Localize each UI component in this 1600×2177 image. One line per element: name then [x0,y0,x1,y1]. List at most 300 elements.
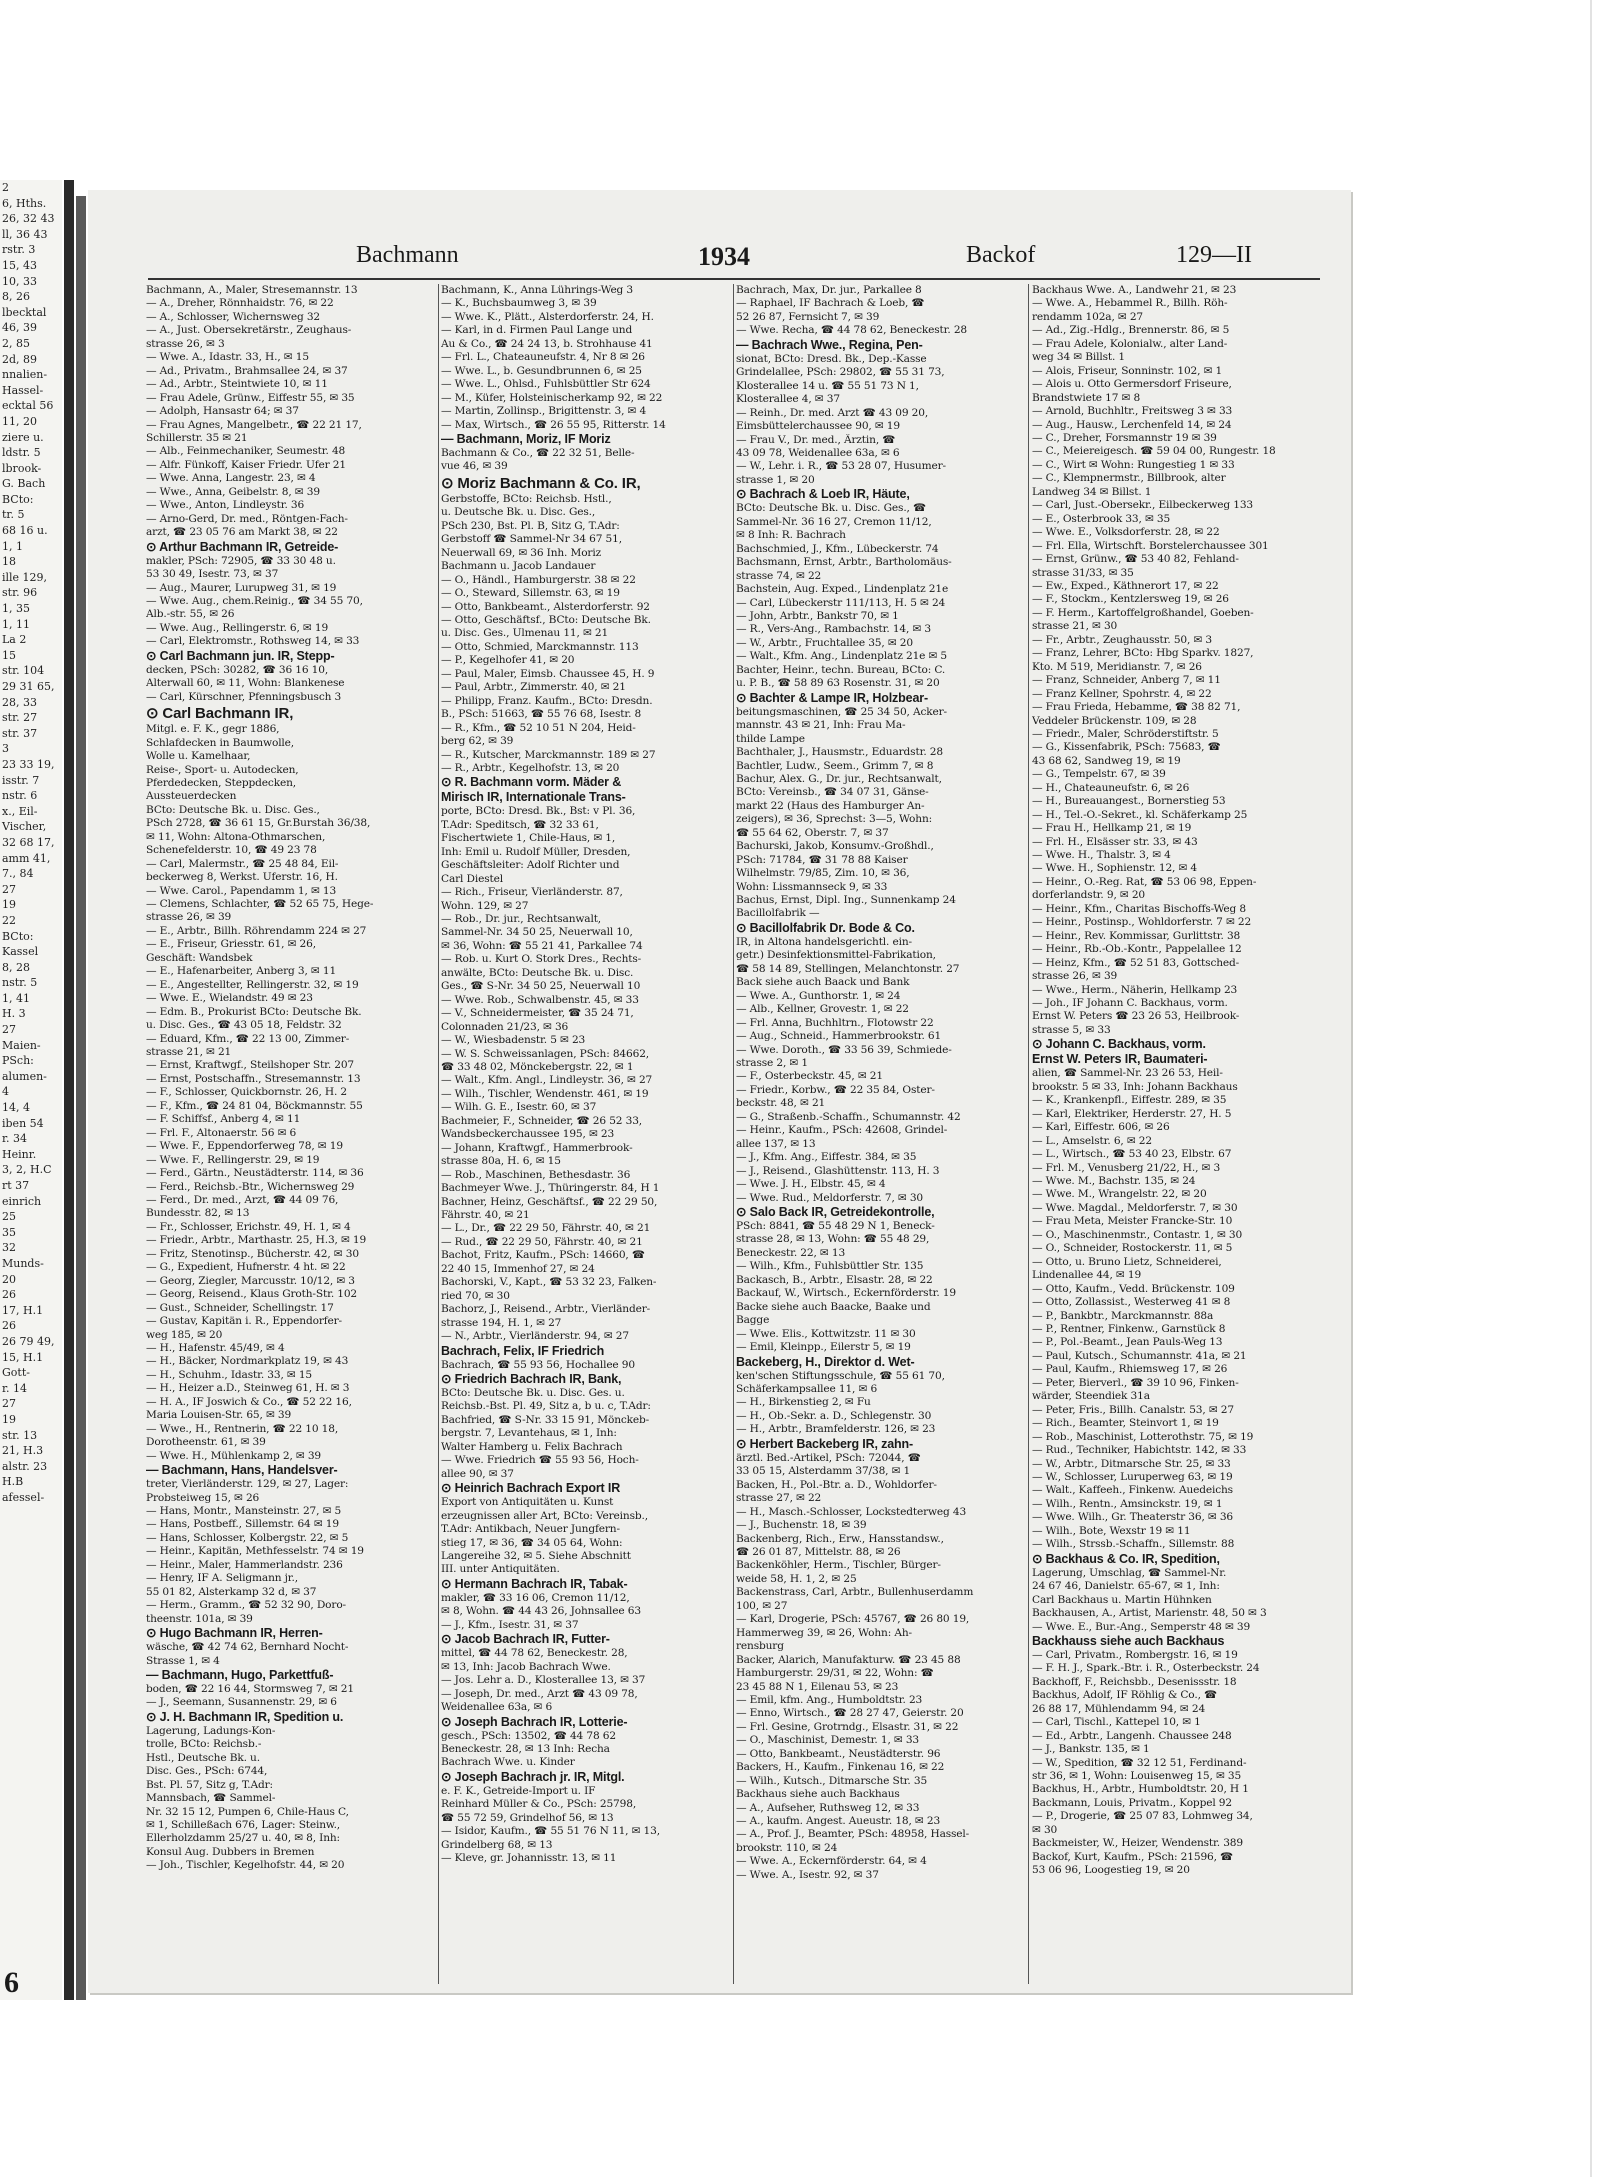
directory-entry: ✉ 30 [1032,1823,1058,1836]
directory-entry: — Fr., Arbtr., Zeughausstr. 50, ✉ 3 [1032,633,1212,646]
directory-entry: — M., Küfer, Holsteinischerkamp 92, ✉ 22 [441,391,663,404]
directory-entry: — A., Just. Obersekretärstr., Zeughaus- [146,324,352,337]
directory-entry: — C., Dreher, Forsmannstr 19 ✉ 39 [1032,431,1217,444]
directory-entry: alien, ☎ Sammel-Nr. 23 26 53, Heil- [1032,1067,1223,1080]
directory-entry: weide 58, H. 1, 2, ✉ 25 [736,1572,857,1585]
directory-entry: T.Adr: Antikbach, Neuer Jungfern- [441,1523,620,1536]
directory-entry: Carl Backhaus u. Martin Hühnken [1032,1593,1212,1606]
left-page-fragment-line: isstr. 7 [2,773,40,787]
directory-entry: — Paul, Maler, Eimsb. Chaussee 45, H. 9 [441,667,655,680]
directory-entry: — Franz, Lehrer, BCto: Hbg Sparkv. 1827, [1032,647,1254,660]
directory-entry: Bachurski, Jakob, Konsumv.-Großhdl., [736,840,934,853]
directory-entry: — Wilh., Tischler, Wendenstr. 461, ✉ 19 [441,1087,649,1100]
directory-entry: — K., Krankenpfl., Eiffestr. 289, ✉ 35 [1032,1094,1227,1107]
left-page-fragment-line: 8, 26 [2,290,30,304]
directory-entry: ⊙ Heinrich Bachrach Export IR [441,1481,621,1496]
directory-entry: — Gust., Schneider, Schellingstr. 17 [146,1301,334,1314]
directory-entry: ⊙ Backhaus & Co. IR, Spedition, [1032,1551,1220,1566]
directory-entry: brookstr. 110, ✉ 24 [736,1841,838,1854]
column-divider [438,284,439,1984]
directory-entry: — J., Buchenstr. 18, ✉ 39 [736,1519,867,1532]
directory-entry: — Wwe., Anna, Geibelstr. 8, ✉ 39 [146,485,320,498]
directory-entry: bergstr. 7, Levantehaus, ✉ 1, Inh: [441,1427,617,1440]
directory-entry: — Ernst, Grünw., ☎ 53 40 82, Fehland- [1032,553,1239,566]
left-page-fragment-line: 10, 33 [2,274,37,288]
directory-entry: PSch: 8841, ☎ 55 48 29 N 1, Beneck- [736,1220,935,1232]
directory-entry: Export von Antiquitäten u. Kunst [441,1496,614,1509]
directory-entry: stieg 17, ✉ 36, ☎ 34 05 64, Wohn: [441,1536,623,1549]
directory-entry: strasse 28, ✉ 13, Wohn: ☎ 55 48 29, [736,1233,930,1246]
left-page-fragment-line: ldstr. 5 [2,446,41,460]
directory-entry: berg 62, ✉ 39 [441,735,514,748]
directory-entry: — J., Kfm. Ang., Eiffestr. 384, ✉ 35 [736,1151,917,1164]
directory-entry: — L., Dr., ☎ 22 29 50, Fährstr. 40, ✉ 21 [441,1222,651,1235]
directory-entry: ⊙ Jacob Bachrach IR, Futter- [441,1632,610,1647]
directory-entry: — H., Schuhm., Idastr. 33, ✉ 15 [146,1368,313,1381]
directory-entry: — G., Straßenb.-Schaffn., Schumannstr. 42 [736,1110,961,1123]
directory-entry: — Otto, Bankbeamt., Alsterdorferstr. 92 [441,600,650,613]
directory-entry: — W., Spedition, ☎ 32 12 51, Ferdinand- [1032,1756,1247,1769]
left-page-fragment-line: einrich [2,1194,42,1208]
directory-entry: — Wilh., Strssb.-Schaffn., Sillemstr. 88 [1032,1538,1235,1551]
left-page-fragment-line: afessel- [2,1490,45,1504]
left-page-fragment-line: str. 37 [2,726,38,740]
left-page-fragment-line: 3 [2,742,9,756]
directory-entry: Bachmann, K., Anna Lührings-Weg 3 [441,284,634,296]
directory-entry: — Wwe. H., Mühlenkamp 2, ✉ 39 [146,1449,322,1462]
directory-entry: Backen, H., Pol.-Btr. a. D., Wohldorfer- [736,1478,937,1491]
directory-entry: PSch 2728, ☎ 36 61 15, Gr.Burstah 36/38, [146,817,371,830]
directory-entry: wärder, Steendiek 31a [1032,1390,1150,1403]
directory-entry: — Otto, Bankbeamt., Neustädterstr. 96 [736,1747,941,1760]
directory-entry: strasse 2, ✉ 1 [736,1057,808,1070]
directory-entry: Bachrach Wwe. u. Kinder [441,1756,575,1769]
directory-entry: Konsul Aug. Dubbers in Bremen [146,1845,315,1858]
directory-entry: — Karl, Drogerie, PSch: 45767, ☎ 26 80 19, [736,1613,970,1626]
directory-entry: ⊙ Carl Bachmann IR, [146,705,294,723]
directory-entry: — Carl, Tischl., Kattepel 10, ✉ 1 [1032,1716,1201,1729]
directory-entry: — Wwe. F., Eppendorferweg 78, ✉ 19 [146,1140,343,1153]
directory-entry: — Wwe. M., Wrangelstr. 22, ✉ 20 [1032,1188,1207,1201]
page-header [88,242,1351,272]
directory-entry: — Ernst, Postschaffn., Stresemannstr. 13 [146,1072,361,1085]
directory-entry: theenstr. 101a, ✉ 39 [146,1612,253,1625]
directory-entry: ⊙ Salo Back IR, Getreidekontrolle, [736,1205,935,1219]
left-page-fragment-line: 27 [2,882,16,896]
directory-entry: — Wwe. Recha, ☎ 44 78 62, Beneckestr. 28 [736,324,968,337]
directory-entry: 23 45 88 N 1, Eilenau 53, ✉ 23 [736,1680,899,1693]
directory-entry: Backof, Kurt, Kaufm., PSch: 21596, ☎ [1032,1850,1234,1863]
directory-entry: — Clemens, Schlachter, ☎ 52 65 75, Hege- [146,898,374,911]
directory-entry: — F., Schlosser, Quickbornstr. 26, H. 2 [146,1086,348,1099]
directory-entry: 24 67 46, Danielstr. 65-67, ✉ 1, Inh: [1032,1580,1220,1593]
directory-entry: — Frau Frieda, Hebamme, ☎ 38 82 71, [1032,701,1241,714]
directory-entry: — Otto, u. Bruno Lietz, Schneiderei, [1032,1255,1222,1268]
header-rule [148,278,1320,280]
directory-entry: Bagge [736,1314,770,1327]
directory-entry: — Aug., Maurer, Lurupweg 31, ✉ 19 [146,581,337,594]
directory-entry: Wolle u. Kamelhaar, [146,750,251,763]
left-page-fragment-line: 6, Hths. [2,196,47,210]
directory-entry: — Gustav, Kapitän i. R., Eppendorfer- [146,1315,342,1328]
directory-entry: — Frau Agnes, Mangelbetr., ☎ 22 21 17, [146,418,362,431]
directory-entry: — Ad., Zig.-Hdlg., Brennerstr. 86, ✉ 5 [1032,324,1230,337]
directory-entry: strasse 80a, H. 6, ✉ 15 [441,1155,561,1168]
directory-entry: — Wwe. K., Plätt., Alsterdorferstr. 24, H. [441,310,654,323]
left-page-fragment-line: nnalien- [2,368,48,382]
directory-entry: — Wilh., Rentn., Amsinckstr. 19, ✉ 1 [1032,1497,1223,1510]
directory-entry: — Heinz, Kfm., ☎ 52 51 83, Gottsched- [1032,956,1240,969]
left-page-fragment-line: 15 [2,648,16,662]
left-page-fragment-line: 27 [2,1023,16,1037]
directory-entry: Probsteiweg 15, ✉ 26 [146,1491,260,1504]
directory-entry: u. Disc. Ges., ☎ 43 05 18, Feldstr. 32 [146,1019,342,1032]
directory-entry: — P., Bankbtr., Marckmannstr. 88a [1032,1309,1214,1322]
directory-entry: — Fr., Schlosser, Erichstr. 49, H. 1, ✉ 4 [146,1220,351,1233]
column-2 [441,284,728,1984]
left-page-fragment-line: ll, 36 43 [2,227,48,241]
directory-entry: — O., Schneider, Rostockerstr. 11, ✉ 5 [1032,1242,1233,1255]
directory-page [88,190,1351,1993]
directory-entry: — Wilh., Bote, Wexstr 19 ✉ 11 [1032,1524,1191,1537]
left-page-fragment-line: iben 54 [2,1116,44,1130]
directory-entry: Grindelberg 68, ✉ 13 [441,1838,553,1851]
directory-entry: Brandstwiete 17 ✉ 8 [1032,391,1141,404]
left-page-fragment-line: 28, 33 [2,695,37,709]
directory-entry: Au & Co., ☎ 24 24 13, b. Strohhause 41 [441,337,653,350]
directory-entry: Lagerung, Umschlag, ☎ Sammel-Nr. [1032,1566,1227,1579]
directory-entry: Colonnaden 21/23, ✉ 36 [441,1020,569,1033]
directory-entry: — H. A., IF Joswich & Co., ☎ 52 22 16, [146,1395,352,1408]
directory-entry: — Franz, Schneider, Anberg 7, ✉ 11 [1032,674,1221,687]
directory-entry: — P., Rentner, Finkenw., Garnstück 8 [1032,1322,1226,1335]
directory-entry: — C., Klempnermstr., Billbrook, alter [1032,472,1226,485]
directory-entry: — Frl. H., Elsässer str. 33, ✉ 43 [1032,835,1198,848]
directory-entry: ⊙ Hermann Bachrach IR, Tabak- [441,1576,628,1591]
column-3 [736,284,1023,1984]
left-page-fragment-line: 35 [2,1225,16,1239]
directory-entry: — Wwe. M., Bachstr. 135, ✉ 24 [1032,1175,1196,1187]
directory-entry: Backenberg, Rich., Erw., Hansstandsw., [736,1532,944,1545]
directory-entry: — Heinr., Rev. Kommissar, Gurlittstr. 38 [1032,929,1241,942]
directory-entry: u. P. B., ☎ 58 89 63 Rosenstr. 31, ✉ 20 [736,677,940,690]
left-page-fragment-line: 11, 20 [2,414,37,428]
directory-entry: — Hans, Montr., Mansteinstr. 27, ✉ 5 [146,1504,342,1517]
directory-entry: ⊙ Friedrich Bachrach IR, Bank, [441,1371,622,1386]
left-page-fragment-line: BCto: [2,929,34,943]
directory-entry: — Joh., IF Johann C. Backhaus, vorm. [1032,997,1228,1010]
left-page-fragment-line: La 2 [2,633,27,647]
directory-entry: Backmann, Louis, Privatm., Koppel 92 [1032,1796,1232,1809]
directory-entry: sionat, BCto: Dresd. Bk., Dep.-Kasse [736,352,927,365]
directory-entry: — Wwe. F., Rellingerstr. 29, ✉ 19 [146,1153,320,1166]
directory-entry: — N., Arbtr., Vierländerstr. 94, ✉ 27 [441,1330,629,1343]
directory-entry: 52 26 87, Fernsicht 7, ✉ 39 [736,310,880,323]
directory-entry: — H., Arbtr., Bramfelderstr. 126, ✉ 23 [736,1423,936,1436]
directory-entry: 43 68 62, Sandweg 19, ✉ 19 [1032,754,1181,767]
directory-entry: strasse 21, ✉ 21 [146,1046,232,1059]
directory-entry: ⊙ Joseph Bachrach IR, Lotterie- [441,1714,628,1729]
left-page-fragment-line: x., Eil- [2,804,38,818]
header-last-entry: Backof [966,242,1036,268]
book-binding [64,180,74,2000]
directory-entry: — L., Wirtsch., ☎ 53 40 23, Elbstr. 67 [1032,1148,1232,1161]
left-page-fragment-line: nstr. 5 [2,976,38,990]
directory-entry: Landweg 34 ✉ Billst. 1 [1032,485,1152,498]
left-page-fragment-line: PSch: [2,1054,34,1068]
directory-entry: Backmeister, W., Heizer, Wendenstr. 389 [1032,1837,1243,1850]
directory-entry: strasse 26, ✉ 39 [1032,970,1118,983]
directory-entry: 55 01 82, Alsterkamp 32 d, ✉ 37 [146,1585,317,1598]
directory-entry: — Bachmann, Hugo, Parkettfuß- [146,1667,334,1682]
left-page-fragment-line: 32 [2,1241,16,1255]
directory-entry: IR, in Altona handelsgerichtl. ein- [736,935,912,948]
directory-entry: strasse 26, ✉ 39 [146,911,232,924]
directory-entry: Bachrach, ☎ 55 93 56, Hochallee 90 [441,1358,635,1371]
directory-entry: — E., Osterbrook 33, ✉ 35 [1032,512,1171,525]
directory-entry: BCto: Deutsche Bk. u. Disc. Ges. u. [441,1386,625,1399]
directory-entry: Backe siehe auch Baacke, Baake und [736,1300,931,1313]
directory-entry: — Peter, Fris., Billh. Canalstr. 53, ✉ 27 [1032,1403,1234,1416]
directory-entry: 22 40 15, Immenhof 27, ✉ 24 [441,1262,595,1275]
directory-entry: — F. H. J., Spark.-Btr. i. R., Osterbeckstr. 24 [1032,1662,1260,1675]
directory-entry: — Heinr., Postinsp., Wohldorferstr. 7 ✉ 22 [1032,916,1252,929]
directory-entry: — G., Tempelstr. 67, ✉ 39 [1032,768,1166,781]
left-page-fragment-line: H.B [2,1475,24,1489]
directory-entry: — Otto, Kaufm., Vedd. Brückenstr. 109 [1032,1282,1235,1295]
directory-entry: — Henry, IF A. Seligmann jr., [146,1572,298,1585]
directory-entry: vue 46, ✉ 39 [441,460,508,473]
directory-entry: ärztl. Bed.-Artikel, PSch: 72044, ☎ [736,1451,921,1464]
directory-entry: Geschäftsleiter: Adolf Richter und [441,859,620,872]
directory-entry: Backhaus siehe auch Backhaus [736,1788,900,1801]
directory-entry: Wandsbeckerchaussee 195, ✉ 23 [441,1128,615,1141]
directory-entry: — Carl, Kürschner, Pfenningsbusch 3 [146,690,342,703]
directory-entry: Hammerweg 39, ✉ 26, Wohn: Ah- [736,1626,912,1639]
directory-entry: ⊙ Arthur Bachmann IR, Getreide- [146,539,339,554]
directory-entry: — Rob. u. Kurt O. Stork Dres., Rechts- [441,953,642,966]
directory-entry: markt 22 (Haus des Hamburger An- [736,799,925,812]
directory-entry: — Wwe. Wilh., Gr. Theaterstr 36, ✉ 36 [1032,1511,1234,1524]
directory-entry: — Rich., Friseur, Vierländerstr. 87, [441,886,623,899]
directory-entry: — H., Tel.-O.-Sekret., kl. Schäferkamp 25 [1032,808,1248,821]
directory-entry: — Karl, Eiffestr. 606, ✉ 26 [1032,1121,1170,1134]
directory-entry: Backauf, W., Wirtsch., Eckernförderstr. 19 [736,1287,956,1300]
left-page-fragment-line: 1, 1 [2,539,23,553]
directory-entry: e. F. K., Getreide-Import u. IF [441,1784,596,1797]
directory-entry: Lindenallee 44, ✉ 19 [1032,1269,1142,1282]
left-page-fragment-line: lbecktal [2,305,47,319]
book-binding-shadow [76,196,86,2000]
directory-entry: — Alfr. Fünkoff, Kaiser Friedr. Ufer 21 [146,458,346,471]
directory-entry: — O., Maschinist, Demestr. 1, ✉ 33 [736,1734,920,1747]
directory-entry: — Frl. L., Chateauneufstr. 4, Nr 8 ✉ 26 [441,351,645,364]
directory-entry: Back siehe auch Baack und Bank [736,976,910,989]
directory-entry: 53 06 96, Loogestieg 19, ✉ 20 [1032,1864,1190,1877]
directory-entry: — Wwe. Aug., Rellingerstr. 6, ✉ 19 [146,621,329,634]
directory-entry: — Wilh. G. E., Isestr. 60, ✉ 37 [441,1101,597,1114]
directory-entry: Reichsb.-Bst. Pl. 49, Sitz a, b u. c, T.Adr: [441,1400,651,1413]
directory-entry: — Joh., Tischler, Kegelhofstr. 44, ✉ 20 [146,1859,345,1872]
left-page-fragment-line: ille 129, [2,570,48,584]
directory-entry: Nr. 32 15 12, Pumpen 6, Chile-Haus C, [146,1805,349,1818]
directory-entry: — Wwe. J. H., Elbstr. 45, ✉ 4 [736,1178,886,1191]
directory-entry: — V., Schneidermeister, ☎ 35 24 71, [441,1007,634,1020]
directory-entry: — Heinr., Rb.-Ob.-Kontr., Pappelallee 12 [1032,943,1242,956]
directory-entry: — W., Arbtr., Fruchtallee 35, ✉ 20 [736,636,913,649]
directory-entry: Backasch, B., Arbtr., Elsastr. 28, ✉ 22 [736,1273,933,1286]
directory-entry: — Carl, Malermstr., ☎ 25 48 84, Eil- [146,857,339,870]
directory-entry: wäsche, ☎ 42 74 62, Bernhard Nocht- [146,1641,349,1654]
column-divider [1028,284,1029,1984]
left-page-fragment-line: 7., 84 [2,867,34,881]
directory-entry: — Rich., Beamter, Steinvort 1, ✉ 19 [1032,1417,1219,1430]
directory-entry: strasse 21, ✉ 30 [1032,620,1118,633]
directory-entry: — H., Chateauneufstr. 6, ✉ 26 [1032,781,1190,794]
directory-entry: — Philipp, Franz. Kaufm., BCto: Dresdn. [441,694,653,707]
directory-entry: ✉ 1, Schilleßach 676, Lager: Steinw., [146,1819,341,1832]
directory-entry: getr.) Desinfektionsmittel-Fabrikation, [736,949,936,962]
directory-entry: — Wwe. Aug., chem.Reinig., ☎ 34 55 70, [146,594,363,607]
directory-entry: Carl Diestel [441,872,503,885]
directory-entry: — R., Vers-Ang., Rambachstr. 14, ✉ 3 [736,623,931,636]
directory-entry: — Emil, Kleinpp., Eilerstr 5, ✉ 19 [736,1341,911,1354]
left-page-fragment-line: Munds- [2,1256,44,1270]
left-page-fragment-line: Vischer, [2,820,47,834]
directory-entry: Bst. Pl. 57, Sitz g, T.Adr: [146,1778,273,1791]
directory-entry: — Frl. F., Altonaerstr. 56 ✉ 6 [146,1126,297,1139]
left-page-fragment-line: Gott- [2,1366,30,1380]
directory-entry: 26 88 17, Mühlendamm 94, ✉ 24 [1032,1702,1206,1715]
directory-entry: Neuerwall 69, ✉ 36 Inh. Moriz [441,546,602,559]
directory-entry: — Rob., Maschinen, Bethesdastr. 36 [441,1168,631,1181]
header-year: 1934 [698,242,750,271]
directory-entry: — Fritz, Stenotinsp., Bücherstr. 42, ✉ 30 [146,1247,359,1260]
directory-entry: — Wwe. A., Isestr. 92, ✉ 37 [736,1868,879,1881]
directory-entry: Eimsbüttelerchaussee 90, ✉ 19 [736,420,900,433]
directory-entry: — Paul, Kutsch., Schumannstr. 41a, ✉ 21 [1032,1349,1247,1362]
directory-entry: — Frau Adele, Grünw., Eiffestr 55, ✉ 35 [146,391,355,404]
directory-entry: — W. S. Schweissanlagen, PSch: 84662, [441,1047,650,1060]
directory-entry: 43 09 78, Weidenallee 63a, ✉ 6 [736,446,900,459]
directory-entry: — A., Prof. J., Beamter, PSch: 48958, Hassel- [736,1828,970,1841]
left-page-fragment-line: rstr. 3 [2,243,36,257]
directory-entry: trolle, BCto: Reichsb.- [146,1738,262,1751]
left-page-fragment-line: 2d, 89 [2,352,38,366]
directory-entry: 53 30 49, Isestr. 73, ✉ 37 [146,568,279,581]
directory-entry: Bachter, Heinr., techn. Bureau, BCto: C. [736,663,946,676]
directory-entry: — Eduard, Kfm., ☎ 22 13 00, Zimmer- [146,1032,350,1045]
directory-entry: — Carl, Just.-Obersekr., Eilbeckerweg 133 [1032,499,1254,512]
directory-entry: — Bachrach Wwe., Regina, Pen- [736,337,923,352]
directory-entry: — Heinr., Kapitän, Methfesselstr. 74 ✉ 19 [146,1545,364,1558]
directory-entry: — Arnold, Buchhltr., Freitsweg 3 ✉ 33 [1032,405,1233,418]
directory-entry: Bachmann, A., Maler, Stresemannstr. 13 [146,284,358,296]
directory-entry: — Frau H., Hellkamp 21, ✉ 19 [1032,822,1192,835]
directory-entry: — J., Reisend., Glashüttenstr. 113, H. 3 [736,1164,940,1177]
left-page-fragment-line: str. 27 [2,711,38,725]
directory-entry: Bachrach, Max, Dr. jur., Parkallee 8 [736,284,922,296]
directory-entry: — Frau Meta, Meister Francke-Str. 10 [1032,1215,1233,1228]
directory-entry: Strasse 1, ✉ 4 [146,1654,220,1667]
directory-entry: ⊙ Bacillolfabrik Dr. Bode & Co. [736,920,915,935]
directory-entry: Bachfried, ☎ S-Nr. 33 15 91, Mönckeb- [441,1413,650,1426]
left-page-fragment-line: 2 [2,181,9,194]
directory-entry: erzeugnissen aller Art, BCto: Vereinsb., [441,1509,648,1522]
directory-entry: Wohn. 129, ✉ 27 [441,899,529,912]
directory-entry: — Paul, Kaufm., Rhiemsweg 17, ✉ 26 [1032,1363,1228,1376]
directory-entry: mittel, ☎ 44 78 62, Beneckestr. 28, [441,1647,628,1660]
directory-entry: boden, ☎ 22 16 44, Stormsweg 7, ✉ 21 [146,1682,354,1695]
directory-entry: — Carl, Elektromstr., Rothsweg 14, ✉ 33 [146,635,360,648]
directory-entry: Bachur, Alex. G., Dr. jur., Rechtsanwalt, [736,772,942,785]
directory-entry: Backhaus Wwe. A., Landwehr 21, ✉ 23 [1032,284,1237,296]
left-page-fragment-line: 8, 28 [2,960,30,974]
directory-entry: — O., Steward, Sillemstr. 63, ✉ 19 [441,587,620,600]
directory-entry: Mannsbach, ☎ Sammel- [146,1792,276,1805]
directory-entry: Mirisch IR, Internationale Trans- [441,790,626,805]
directory-entry: — Ad., Arbtr., Steintwiete 10, ✉ 11 [146,378,328,391]
directory-entry: — Wwe. A., Eckernförderstr. 64, ✉ 4 [736,1855,927,1868]
directory-entry: — Aug., Hausw., Lerchenfeld 14, ✉ 24 [1032,418,1232,431]
directory-entry: — O., Händl., Hamburgerstr. 38 ✉ 22 [441,573,636,586]
directory-entry: Bachmann u. Jacob Landauer [441,560,596,573]
directory-entry: strasse 31/33, ✉ 35 [1032,566,1134,579]
left-page-fragment-line: 19 [2,898,16,912]
directory-entry: Gerbstoffe, BCto: Reichsb. Hstl., [441,492,612,505]
directory-entry: — H., Birkenstieg 2, ✉ Fu [736,1396,871,1409]
left-page-fragment-line: str. 13 [2,1428,38,1442]
directory-entry: — Wwe. Rob., Schwalbenstr. 45, ✉ 33 [441,993,639,1006]
left-page-fragment-line: 46, 39 [2,321,37,335]
left-page-fragment-line: str. 104 [2,664,45,678]
left-page-fragment-line: 68 16 u. [2,524,48,538]
directory-entry: ☎ 55 72 59, Grindelhof 56, ✉ 13 [441,1811,614,1824]
directory-entry: — R., Kutscher, Marckmannstr. 189 ✉ 27 [441,748,656,761]
directory-entry: Alterwall 60, ✉ 11, Wohn: Blankenese [146,677,345,690]
directory-entry: — J., Seemann, Susannenstr. 29, ✉ 6 [146,1696,337,1709]
directory-entry: — Alb., Feinmechaniker, Seumestr. 48 [146,445,346,458]
left-page-fragment-line: 15, 43 [2,258,37,272]
left-page-fragment [0,180,62,2000]
directory-entry: Bachorz, J., Reisend., Arbtr., Vierländer- [441,1303,651,1316]
directory-entry: Bachot, Fritz, Kaufm., PSch: 14660, ☎ [441,1249,645,1262]
directory-entry: — J., Kfm., Isestr. 31, ✉ 37 [441,1618,579,1631]
directory-entry: ⊙ Herbert Backeberg IR, zahn- [736,1436,914,1451]
directory-entry: makler, PSch: 72905, ☎ 33 30 48 u. [146,554,336,567]
left-page-fragment-line: G. Bach [2,477,46,491]
directory-entry: — W., Lehr. i. R., ☎ 53 28 07, Husumer- [736,460,946,473]
directory-entry: Sammel-Nr. 34 50 25, Neuerwall 10, [441,926,633,939]
directory-entry: — P., Drogerie, ☎ 25 07 83, Lohmweg 34, [1032,1810,1253,1823]
column-divider [733,284,734,1984]
directory-entry: ☎ 58 14 89, Stellingen, Melanchtonstr. 27 [736,962,960,975]
directory-entry: — Friedr., Korbw., ☎ 22 35 84, Oster- [736,1083,935,1096]
left-page-fragment-line: lbrook- [2,461,42,475]
directory-entry: — Wilh., Kfm., Fuhlsbüttler Str. 135 [736,1260,924,1273]
directory-entry: ⊙ Carl Bachmann jun. IR, Stepp- [146,648,335,663]
directory-entry: porte, BCto: Dresd. Bk., Bst: v Pl. 36, [441,805,636,818]
directory-entry: Hstl., Deutsche Bk. u. [146,1751,260,1764]
entry-columns [146,284,1324,1984]
directory-entry: u. Disc. Ges., Ulmenau 11, ✉ 21 [441,627,609,640]
left-page-fragment-line: 26 [2,1319,16,1333]
directory-entry: — Friedr., Arbtr., Marthastr. 25, H.3, ✉ 19 [146,1234,367,1247]
directory-entry: makler, ☎ 33 16 06, Cremon 11/12, [441,1591,630,1604]
directory-entry: — A., kaufm. Angest. Aueustr. 18, ✉ 23 [736,1815,941,1828]
directory-entry: — Ad., Privatm., Brahmsallee 24, ✉ 37 [146,364,348,377]
directory-entry: — Wwe. Magdal., Meldorferstr. 7, ✉ 30 [1032,1201,1238,1214]
